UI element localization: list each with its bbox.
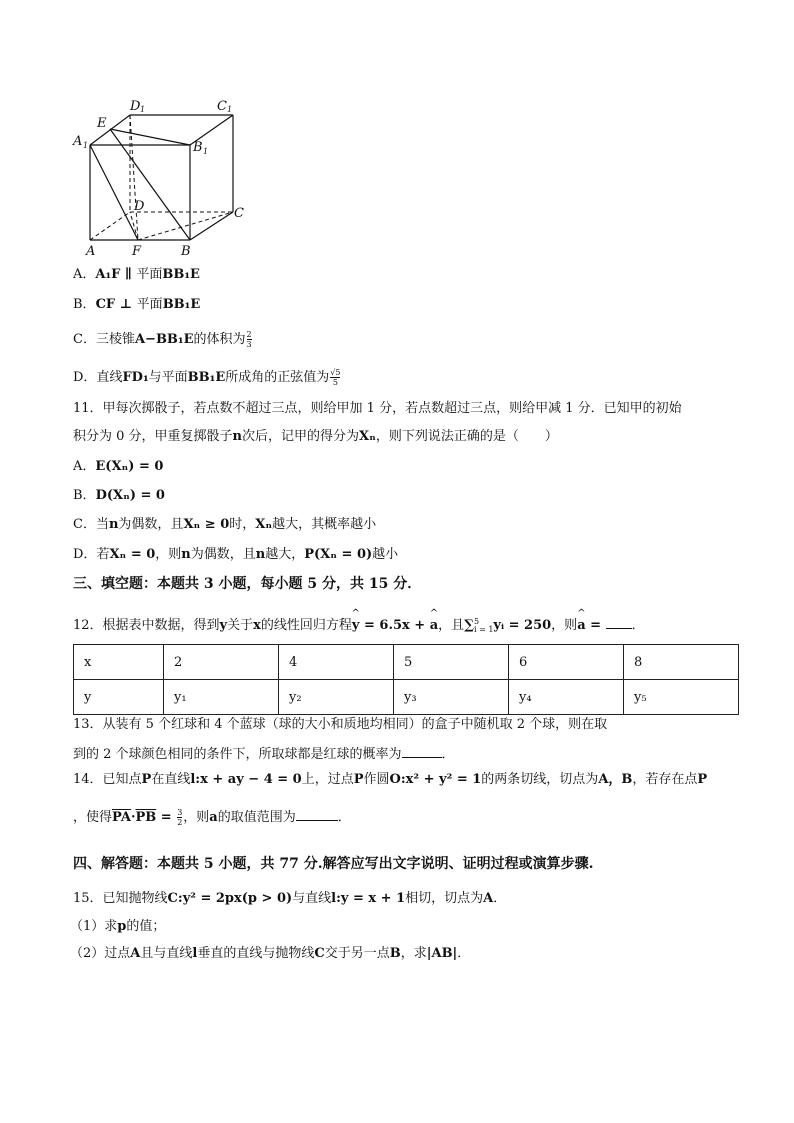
text: 的值；	[126, 919, 166, 934]
text: 与直线	[292, 891, 332, 906]
math: P(Xₙ = 0)	[304, 547, 373, 562]
table-cell: y₄	[509, 680, 624, 715]
q10-option-d	[73, 368, 341, 387]
answer-blank[interactable]	[606, 616, 632, 629]
text: 相切，切点为	[405, 891, 484, 906]
math: Xₙ	[255, 517, 273, 532]
text: 作圆	[363, 772, 390, 787]
q15-stem	[73, 891, 506, 907]
q10-option-b	[73, 297, 200, 313]
math: BB₁E	[162, 297, 201, 312]
math-hat: ^ a	[430, 618, 438, 634]
q11-option-a	[73, 459, 163, 475]
answer-blank[interactable]	[296, 808, 338, 821]
label-b: B	[181, 244, 191, 259]
option-prefix: D．	[73, 370, 97, 385]
text: 直线	[96, 370, 123, 385]
math: D(Xₙ) = 0	[95, 488, 165, 503]
table-row	[74, 680, 739, 715]
text: 的体积为	[193, 332, 246, 347]
math-hat: ^ y	[352, 618, 360, 634]
text: ，则下列说法正确的是（ ）	[375, 429, 558, 444]
text: ．	[493, 891, 507, 906]
cube-figure	[68, 95, 258, 260]
table-cell: 4	[279, 645, 394, 680]
math: |AB|	[426, 946, 458, 961]
math-sum: ∑	[464, 618, 474, 633]
math: =	[585, 618, 606, 633]
fraction	[247, 330, 252, 349]
math: y	[219, 618, 228, 633]
text: 平面	[136, 267, 163, 282]
text: 平面	[136, 297, 163, 312]
option-prefix: B．	[73, 297, 96, 312]
q15-part1	[70, 919, 165, 935]
label-c1-sub: 1	[227, 105, 233, 114]
math: = 6.5x +	[359, 618, 430, 633]
numerator: √5	[330, 368, 341, 377]
text: 三棱锥	[95, 332, 135, 347]
math: A	[483, 891, 494, 906]
q12-stem	[73, 616, 645, 634]
text: 在直线	[151, 772, 191, 787]
sum-upper: 5	[473, 616, 480, 626]
vector-pa: $\overline{PA}$	[112, 810, 131, 825]
text: 的线性回归方程	[260, 618, 352, 633]
table-cell: y₂	[279, 680, 394, 715]
label-a1: A	[73, 134, 83, 149]
math: A	[130, 946, 141, 961]
text: 的两条切线，切点为	[481, 772, 599, 787]
q14-stem-line2	[73, 808, 351, 827]
label-a1-sub: 1	[83, 141, 89, 150]
label-d1-sub: 1	[140, 105, 146, 114]
table-cell: 6	[509, 645, 624, 680]
q13-stem-line2	[73, 745, 455, 763]
q11-option-b	[73, 488, 165, 504]
math: O:x² + y² = 1	[389, 772, 482, 787]
math: C	[314, 946, 325, 961]
text: 垂直的直线与抛物线	[197, 946, 315, 961]
math: P	[141, 772, 152, 787]
option-prefix: A．	[73, 267, 96, 282]
text: 交于另一点	[324, 946, 390, 961]
label-c: C	[234, 206, 244, 221]
math-hat: ^ a	[577, 618, 585, 634]
text: ，使得	[73, 810, 113, 825]
math: l:x + ay − 4 = 0	[190, 772, 302, 787]
text: 上，过点	[301, 772, 354, 787]
numerator: 3	[177, 808, 183, 817]
math: n	[255, 547, 266, 562]
text: ，则	[155, 547, 182, 562]
math: =	[156, 810, 177, 825]
vector-pb: $\overline{PB}$	[135, 810, 157, 825]
text: 时，	[229, 517, 256, 532]
math: A−BB₁E	[134, 332, 194, 347]
table-cell: y₅	[624, 680, 739, 715]
text: ，求	[400, 946, 427, 961]
fraction	[330, 368, 340, 387]
label-d: D	[134, 199, 145, 214]
math: B	[389, 946, 401, 961]
text: ．	[631, 618, 645, 633]
q11-option-c	[73, 517, 376, 533]
text: 14．已知点	[73, 772, 142, 787]
text: 且与直线	[140, 946, 193, 961]
option-prefix: A．	[73, 459, 96, 474]
math: E(Xₙ) = 0	[95, 459, 164, 474]
math: A₁F ∥	[95, 267, 137, 282]
text: 为偶数，且	[118, 517, 184, 532]
answer-blank[interactable]	[402, 745, 442, 758]
sum-limits	[474, 618, 493, 634]
label-d1: D	[130, 99, 141, 114]
math: a	[209, 810, 218, 825]
table-cell: 5	[394, 645, 509, 680]
text: 的取值范围为	[217, 810, 296, 825]
text: 若	[96, 547, 110, 562]
q13-stem-line1: 13．从装有 5 个红球和 4 个蓝球（球的大小和质地均相同）的盒子中随机取 2 个球，则在取	[73, 717, 608, 732]
math: yᵢ = 250	[493, 618, 552, 633]
math: A，B	[598, 772, 633, 787]
text: 越大，	[265, 547, 305, 562]
text: 12．根据表中数据，得到	[73, 618, 220, 633]
q11-stem-line1: 11．甲每次掷骰子，若点数不超过三点，则给甲加 1 分，若点数超过三点，则给甲减 1 分．已知甲的初始	[73, 401, 682, 416]
math: CF ⊥	[95, 297, 137, 312]
text: ．	[441, 747, 455, 762]
q10-option-c	[73, 330, 253, 349]
denominator: 2	[177, 818, 183, 827]
math: Xₙ = 0	[109, 547, 156, 562]
denominator: 3	[246, 340, 252, 349]
text: ，且	[438, 618, 465, 633]
text: 15．已知抛物线	[73, 891, 168, 906]
denominator: 5	[332, 378, 338, 387]
label-f: F	[132, 244, 142, 259]
section4-heading: 四、解答题：本题共 5 小题，共 77 分.解答应写出文字说明、证明过程或演算步骤.	[73, 856, 594, 872]
label-b1: B	[193, 140, 203, 155]
option-prefix: D．	[73, 547, 97, 562]
text: 越大，其概率越小	[272, 517, 377, 532]
option-prefix: C．	[73, 332, 96, 347]
math: BB₁E	[162, 267, 200, 282]
math: FD₁	[122, 370, 149, 385]
q14-stem-line1	[73, 772, 707, 788]
label-b1-sub: 1	[203, 147, 209, 156]
text: ．	[457, 946, 471, 961]
fraction	[177, 808, 182, 827]
math: n	[108, 517, 119, 532]
text: 为偶数，且	[190, 547, 256, 562]
math: p	[117, 919, 127, 934]
table-cell: y	[74, 680, 164, 715]
text: 所成角的正弦值为	[225, 370, 330, 385]
table-row	[74, 645, 739, 680]
label-e: E	[97, 116, 107, 131]
math: C:y² = 2px(p > 0)	[167, 891, 293, 906]
table-cell: x	[74, 645, 164, 680]
text: 当	[95, 517, 109, 532]
math: Xₙ ≥ 0	[183, 517, 230, 532]
table-cell: 8	[624, 645, 739, 680]
math: x	[253, 618, 261, 633]
q11-stem-line2	[73, 429, 558, 445]
text: ，则	[183, 810, 210, 825]
numerator: 2	[246, 330, 252, 339]
text: 关于	[227, 618, 254, 633]
text: （2）过点	[70, 946, 131, 961]
math: ·	[130, 810, 136, 825]
text: 越小	[372, 547, 399, 562]
table-cell: y₁	[164, 680, 279, 715]
text: 次后，记甲的得分为	[242, 429, 360, 444]
text: 积分为 0 分，甲重复掷骰子	[73, 429, 233, 444]
q15-part2	[70, 946, 470, 962]
math: Xₙ	[359, 429, 376, 444]
option-prefix: B．	[73, 488, 96, 503]
math: P	[353, 772, 364, 787]
data-table	[73, 644, 739, 715]
text: 与平面	[148, 370, 188, 385]
table-cell: 2	[164, 645, 279, 680]
math: n	[232, 429, 242, 444]
math: BB₁E	[187, 370, 226, 385]
math: P	[697, 772, 708, 787]
text: ．	[337, 810, 351, 825]
math: l	[192, 946, 198, 961]
math: n	[181, 547, 191, 562]
q11-option-d	[73, 547, 398, 563]
label-c1: C	[217, 99, 227, 114]
section3-heading: 三、填空题：本题共 3 小题，每小题 5 分，共 15 分．	[73, 576, 422, 592]
text: ，则	[551, 618, 578, 633]
sum-lower: i = 1	[473, 624, 494, 634]
text: 到的 2 个球颜色相同的条件下，所取球都是红球的概率为	[73, 747, 402, 762]
label-a: A	[86, 244, 96, 259]
math: l:y = x + 1	[331, 891, 406, 906]
table-cell: y₃	[394, 680, 509, 715]
q10-option-a	[73, 267, 200, 283]
option-prefix: C．	[73, 517, 96, 532]
text: （1）求	[70, 919, 118, 934]
text: ，若存在点	[632, 772, 698, 787]
